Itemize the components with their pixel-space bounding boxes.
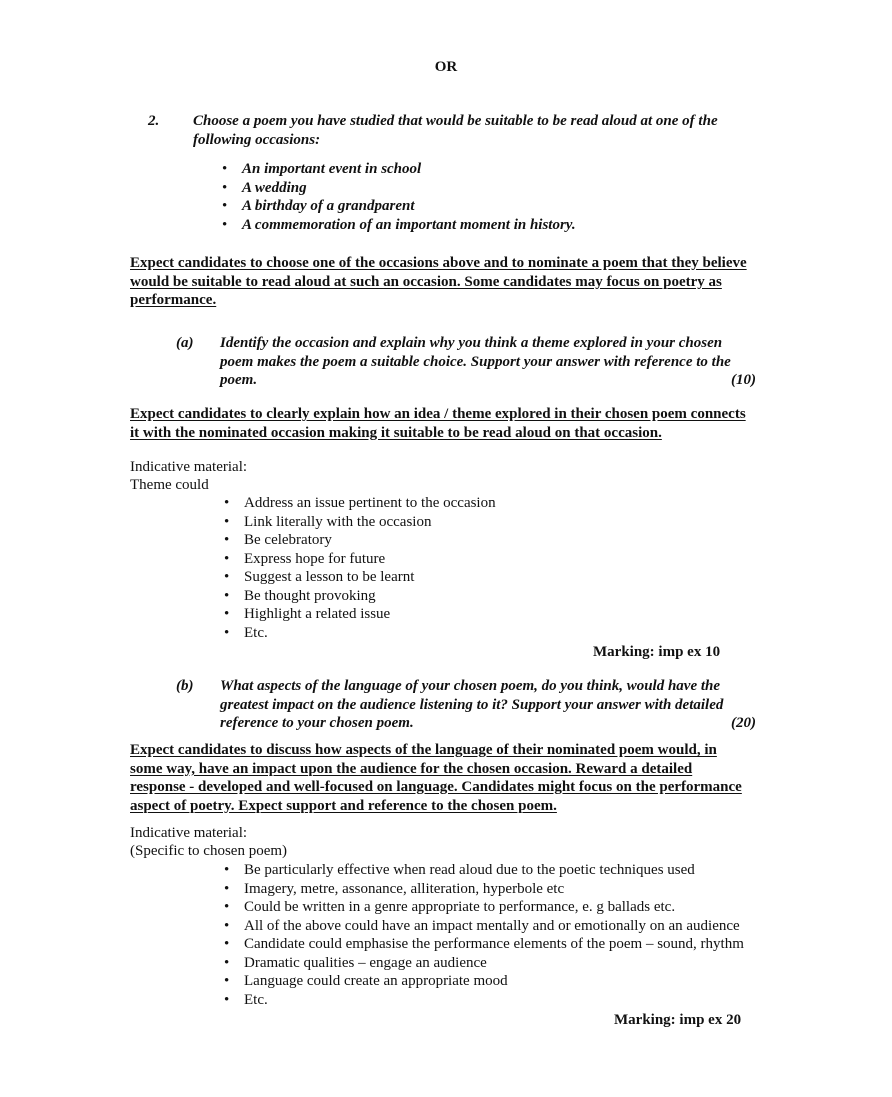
part-b-question-text: What aspects of the language of your chosen poem, do you think, would have the greatest impact on the audience listening to it? Support your answer with detailed reference to your chosen poem. — [220, 678, 724, 731]
list-item: • Etc. — [224, 624, 496, 643]
list-item: • Highlight a related issue — [224, 605, 496, 624]
part-b-expectation: Expect candidates to discuss how aspects of the language of their nominated poem would, in some way, have an impact upon the audience for the chosen occasion. Reward a detailed response - developed and well-focused on language. Candidates might focus on the performance aspect of poetry. Expect support and reference to the chosen poem. — [130, 742, 742, 814]
question-text: Choose a poem you have studied that would be suitable to be read aloud at one of the following occasions: — [193, 113, 718, 148]
list-item: • Express hope for future — [224, 550, 496, 569]
section-heading-or: OR — [434, 59, 458, 75]
part-a-indicative-sub: Theme could — [130, 477, 209, 493]
list-item: • Address an issue pertinent to the occasion — [224, 494, 496, 513]
list-item: • An important event in school — [222, 160, 576, 179]
part-b-marking: Marking: imp ex 20 — [614, 1012, 742, 1028]
list-item: • Suggest a lesson to be learnt — [224, 568, 496, 587]
part-a-marking: Marking: imp ex 10 — [593, 644, 721, 660]
list-item: • Be celebratory — [224, 531, 496, 550]
list-item: • A commemoration of an important moment in history. — [222, 216, 576, 235]
list-item: • Be thought provoking — [224, 587, 496, 606]
part-a-indicative-list — [224, 494, 496, 642]
list-item: • Dramatic qualities – engage an audience — [224, 954, 744, 973]
part-b-indicative-label: Indicative material: — [130, 825, 248, 841]
part-a-expectation: Expect candidates to clearly explain how an idea / theme explored in their chosen poem connects it with the nominated occasion making it suitable to be read aloud on that occasion. — [130, 406, 746, 441]
occasions-list — [222, 160, 576, 234]
part-a-indicative-label: Indicative material: — [130, 459, 248, 475]
list-item: • Could be written in a genre appropriate to performance, e. g ballads etc. — [224, 898, 744, 917]
list-item: • All of the above could have an impact mentally and or emotionally on an audience — [224, 917, 744, 936]
list-item: • A birthday of a grandparent — [222, 197, 576, 216]
question-expectation: Expect candidates to choose one of the occasions above and to nominate a poem that they believe would be suitable to read aloud at such an occasion. Some candidates may focus on poetry as performance. — [130, 255, 747, 308]
part-a-marks: (10) — [731, 372, 756, 388]
part-b-label: (b) — [176, 678, 194, 694]
list-item: • Imagery, metre, assonance, alliteration, hyperbole etc — [224, 880, 744, 899]
list-item: • Link literally with the occasion — [224, 513, 496, 532]
part-a-question-text: Identify the occasion and explain why you think a theme explored in your chosen poem makes the poem a suitable choice. Support your answer with reference to the poem. — [220, 335, 731, 388]
question-number: 2. — [148, 113, 160, 129]
part-b-indicative-sub: (Specific to chosen poem) — [130, 843, 288, 859]
part-b-marks: (20) — [731, 715, 756, 731]
part-b-indicative-list — [224, 861, 744, 1009]
list-item: • Language could create an appropriate mood — [224, 972, 744, 991]
list-item: • Candidate could emphasise the performance elements of the poem – sound, rhythm — [224, 935, 744, 954]
list-item: • A wedding — [222, 179, 576, 198]
part-a-question — [220, 334, 756, 390]
list-item: • Etc. — [224, 991, 744, 1010]
list-item: • Be particularly effective when read aloud due to the poetic techniques used — [224, 861, 744, 880]
part-b-question — [220, 677, 756, 733]
part-a-label: (a) — [176, 335, 194, 351]
